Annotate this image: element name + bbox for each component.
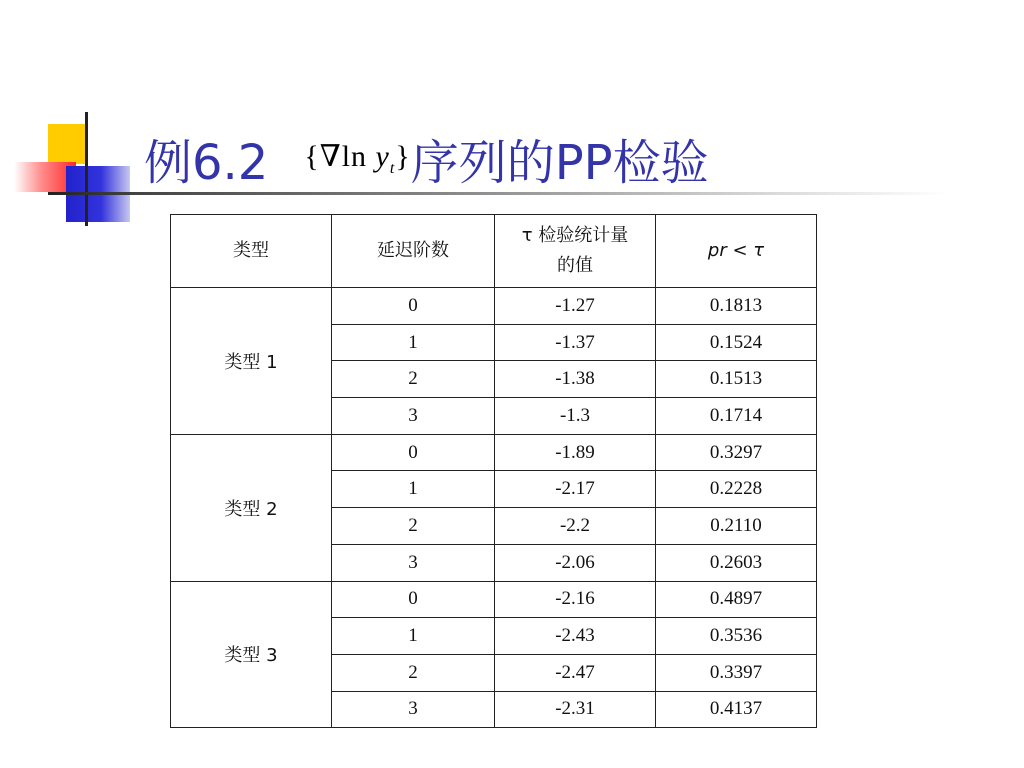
tau-stat-cell: -2.16 — [495, 581, 656, 618]
table-row — [171, 288, 817, 325]
lag-cell: 0 — [332, 288, 495, 325]
p-value-cell: 0.1714 — [656, 398, 817, 435]
lag-cell: 0 — [332, 434, 495, 471]
formula-sub: t — [389, 159, 396, 177]
lag-cell: 3 — [332, 691, 495, 728]
lag-cell: 2 — [332, 654, 495, 691]
p-value-cell: 0.2228 — [656, 471, 817, 508]
lag-cell: 2 — [332, 361, 495, 398]
tau-stat-cell: -1.89 — [495, 434, 656, 471]
tau-stat-cell: -1.37 — [495, 324, 656, 361]
lag-cell: 1 — [332, 618, 495, 655]
table-row — [171, 434, 817, 471]
formula-close: } — [395, 139, 411, 173]
tau-stat-cell: -1.38 — [495, 361, 656, 398]
table-body — [171, 288, 817, 728]
tau-stat-cell: -1.27 — [495, 288, 656, 325]
lag-cell: 0 — [332, 581, 495, 618]
header-type: 类型 — [171, 215, 332, 288]
p-value-cell: 0.3536 — [656, 618, 817, 655]
header-tau-stat-text: τ 检验统计量的值 — [521, 225, 629, 276]
p-value-cell: 0.4137 — [656, 691, 817, 728]
p-value-cell: 0.3297 — [656, 434, 817, 471]
title-formula — [304, 139, 410, 178]
tau-stat-cell: -2.43 — [495, 618, 656, 655]
lag-cell: 1 — [332, 471, 495, 508]
table-row — [171, 581, 817, 618]
tau-stat-cell: -2.06 — [495, 544, 656, 581]
p-value-cell: 0.2603 — [656, 544, 817, 581]
tau-stat-cell: -2.2 — [495, 508, 656, 545]
lag-cell: 2 — [332, 508, 495, 545]
group-label: 类型 1 — [171, 288, 332, 435]
group-label: 类型 2 — [171, 434, 332, 581]
tau-stat-cell: -2.17 — [495, 471, 656, 508]
header-p-value: pr < τ — [656, 215, 817, 288]
table-header-row — [171, 215, 817, 288]
lag-cell: 3 — [332, 398, 495, 435]
slide-title — [144, 118, 709, 198]
tau-stat-cell: -2.31 — [495, 691, 656, 728]
formula-open: {∇ln — [304, 139, 376, 173]
p-value-cell: 0.3397 — [656, 654, 817, 691]
tau-stat-cell: -1.3 — [495, 398, 656, 435]
lag-cell: 3 — [332, 544, 495, 581]
decor-yellow-square — [48, 124, 88, 164]
title-prefix: 例6.2 — [144, 134, 269, 191]
decor-vertical-line — [85, 112, 88, 226]
header-lag: 延迟阶数 — [332, 215, 495, 288]
formula-var: y — [375, 139, 390, 173]
header-tau-stat — [495, 215, 656, 288]
title-suffix: 序列的PP检验 — [410, 134, 709, 191]
pp-test-table — [170, 214, 817, 728]
p-value-cell: 0.2110 — [656, 508, 817, 545]
p-value-cell: 0.1524 — [656, 324, 817, 361]
p-value-cell: 0.4897 — [656, 581, 817, 618]
group-label: 类型 3 — [171, 581, 332, 728]
tau-stat-cell: -2.47 — [495, 654, 656, 691]
p-value-cell: 0.1513 — [656, 361, 817, 398]
lag-cell: 1 — [332, 324, 495, 361]
p-value-cell: 0.1813 — [656, 288, 817, 325]
